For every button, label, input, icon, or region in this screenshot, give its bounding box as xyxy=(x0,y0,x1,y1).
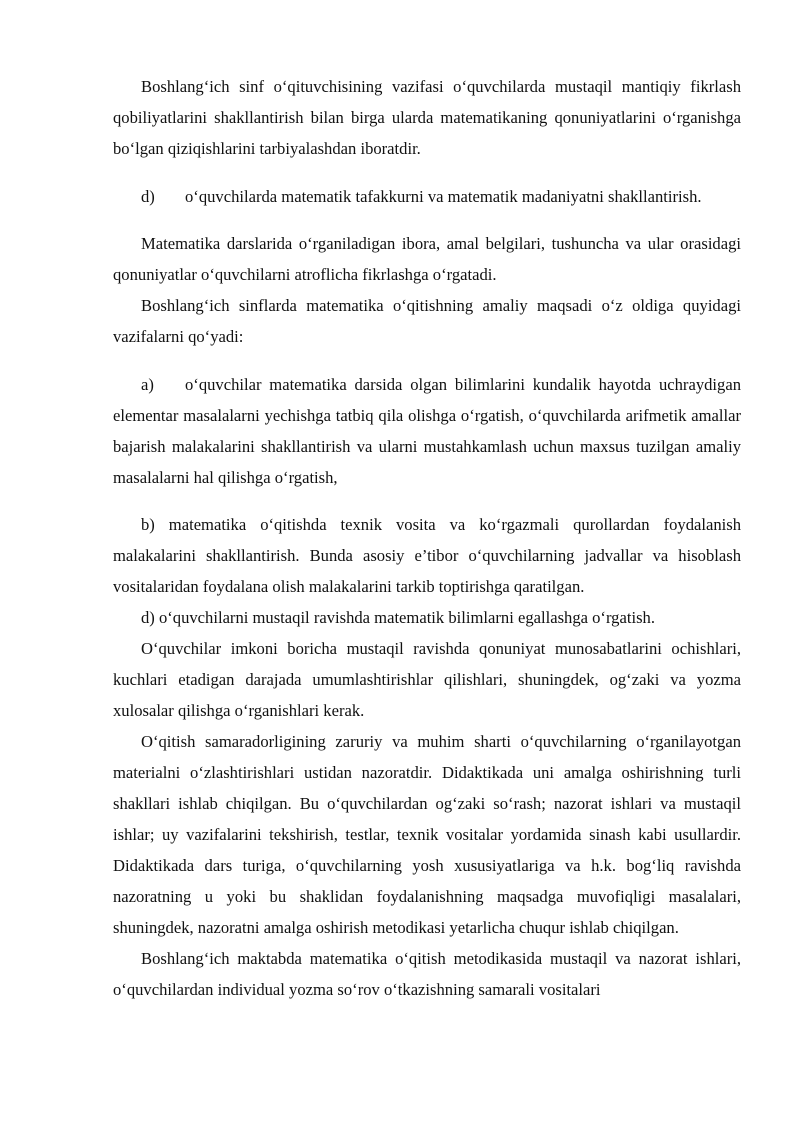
list-item-text: o‘quvchilar matematika darsida olgan bilimlarini kundalik hayotda uchraydigan elementar masalalarni yechishga tatbiq qila olishga o‘rgatish, o‘quvchilarda arifmetik amallar bajarish malakalarini shakllantirish va ularni mustahkamlash uchun maxsus tuzilgan amaliy masalalarni hal qilishga o‘rgatish, xyxy=(113,374,741,487)
paragraph-teacher-task: Boshlang‘ich sinf o‘qituvchisining vazifasi o‘quvchilarda mustaqil mantiqiy fikrlash qobiliyatlarini shakllantirish bilan birga ularda matematikaning qonuniyatlarini o‘rganishga bo‘lgan qiziqishlarini tarbiyalashdan iboratdir. xyxy=(113,77,741,158)
paragraph-control: O‘qitish samaradorligining zaruriy va muhim sharti o‘quvchilarning o‘rganilayotgan materialni o‘zlashtirishlari ustidan nazoratdir. Didaktikada uni amalga oshirishning turli shakllari ishlab chiqilgan. Bu o‘quvchilardan og‘zaki so‘rash; nazorat ishlari va mustaqil ishlar; uy vazifalarini tekshirish, testlar, texnik vositalar yordamida sinash kabi usullardir. Didaktikada dars turiga, o‘quvchilarning yosh xususiyatlariga va h.k. bog‘liq ravishda nazoratning u yoki bu shaklidan foydalanishning maqsadga muvofiqligi masalalari, shuningdek, nazoratni amalga oshirish metodikasi yetarlicha chuqur ishlab chiqilgan. xyxy=(113,732,741,938)
list-marker-a: a) xyxy=(141,374,154,394)
list-marker-d: d) xyxy=(141,186,155,206)
list-item-b-tools: b) matematika o‘qitishda texnik vosita va ko‘rgazmali qurollardan foydalanish malakalarini shakllantirish. Bunda asosiy e’tibor o‘quvchilarning jadvallar va hisoblash vositalaridan foydalana olish malakalarini tarkib toptirishga qaratilgan. xyxy=(113,515,741,597)
paragraph-students-discover: O‘quvchilar imkoni boricha mustaqil ravishda qonuniyat munosabatlarini ochishlari, kuchlari etadigan darajada umumlashtirishlar qilishlari, shuningdek, og‘zaki va yozma xulosalar qilishga o‘rganishlari kerak. xyxy=(113,639,741,721)
paragraph-primary-school: Boshlang‘ich maktabda matematika o‘qitish metodikasida mustaqil va nazorat ishlari, o‘quvchilardan individual yozma so‘rov o‘tkazishning samarali vositalari xyxy=(113,949,741,1000)
document-page xyxy=(113,71,741,1005)
list-item-d-independent: d) o‘quvchilarni mustaqil ravishda matematik bilimlarni egallashga o‘rgatish. xyxy=(141,608,655,628)
list-item-a-apply xyxy=(113,369,741,493)
paragraph-practical-goal: Boshlang‘ich sinflarda matematika o‘qitishning amaliy maqsadi o‘z oldiga quyidagi vazifalarni qo‘yadi: xyxy=(113,296,741,347)
paragraph-math-lessons: Matematika darslarida o‘rganiladigan ibora, amal belgilari, tushuncha va ular orasidagi qonuniyatlar o‘quvchilarni atroflicha fikrlashga o‘rgatadi. xyxy=(113,234,741,285)
list-item-d-culture xyxy=(113,181,741,212)
list-item-text: o‘quvchilarda matematik tafakkurni va matematik madaniyatni shakllantirish. xyxy=(185,186,702,206)
